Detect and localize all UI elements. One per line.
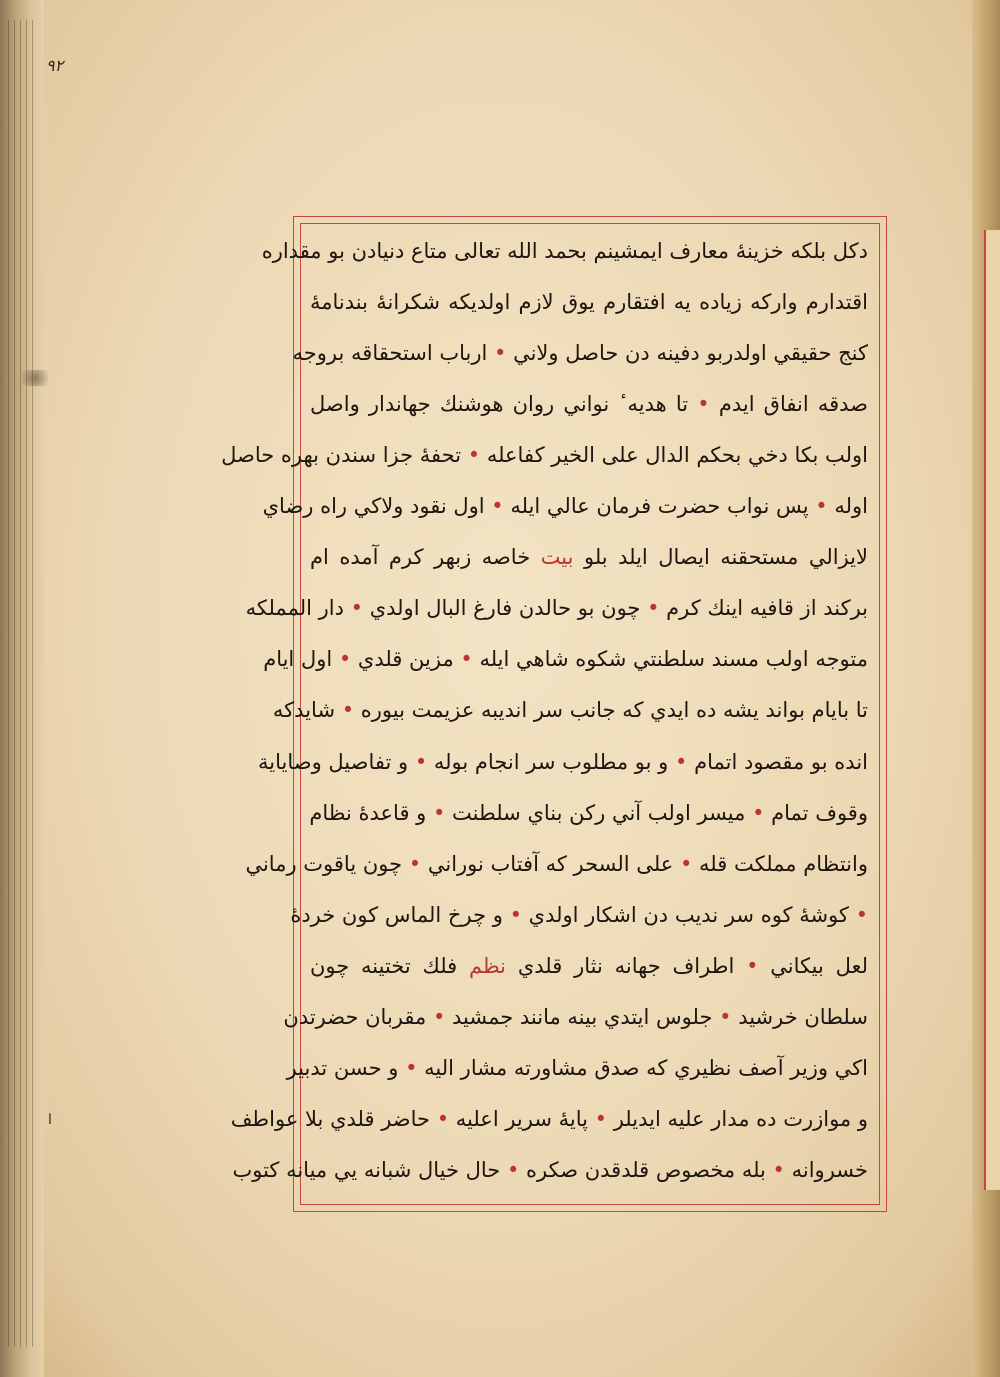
page-gutter	[0, 0, 44, 1377]
page-number: ٩٢	[46, 56, 64, 75]
next-leaf-frame	[984, 230, 1000, 1190]
text-line: انده بو مقصود اتمام • و بو مطلوب سر انجام بوله • و تفاصيل وصاياية	[258, 749, 868, 774]
text-line: اوله • پس نواب حضرت فرمان عالي ايله • اول نقود ولاكي راه رضاي	[262, 494, 868, 519]
text-line: كنج حقيقي اولدربو دفينه دن حاصل ولاني • ارباب استحقاقه بروجه	[292, 341, 868, 366]
text-line: لعل بيكاني • اطراف جهانه نثار قلدي نظم فلك تختينه چون	[310, 953, 869, 978]
text-line: متوجه اولب مسند سلطنتي شكوه شاهي ايله • مزين قلدي • اول ايام	[263, 647, 868, 672]
text-line: لايزالي مستحقنه ايصال ايلد بلو بيت خاصه زبهر كرم آمده ام	[310, 545, 868, 570]
text-line: اكي وزير آصف نظيري كه صدق مشاورته مشار اليه • و حسن تدبير	[286, 1055, 868, 1080]
text-line: و موازرت ده مدار عليه ايديلر • پايهٔ سرير اعليه • حاضر قلدي بلا عواطف	[230, 1106, 868, 1131]
text-line: تا بايام بواند يشه ده ايدي كه جانب سر انديبه عزيمت بيوره • شايدكه	[272, 698, 868, 723]
text-block	[221, 228, 869, 1198]
text-line: وانتظام مملكت قله • على السحر كه آفتاب نوراني • چون ياقوت رماني	[245, 851, 868, 876]
text-line: صدقه انفاق ايدم • تا هديه ٔ نواني روان هوشنك جهاندار واصل	[310, 392, 868, 417]
text-line: بركند از قافيه اينك كرم • چون بو حالدن فارغ البال اولدي • دار المملكه	[245, 596, 868, 621]
text-line: وقوف تمام • ميسر اولب آني ركن بناي سلطنت • و قاعدهٔ نظام	[309, 800, 868, 825]
ink-stain	[22, 370, 48, 386]
text-line: سلطان خرشيد • جلوس ايتدي بينه مانند جمشيد • مقربان حضرتدن	[283, 1004, 868, 1029]
margin-mark: ا	[48, 1112, 52, 1128]
text-line: اولب بكا دخي بحكم الدال على الخير كفاعله • تحفهٔ جزا سندن بهره حاصل	[221, 443, 868, 468]
text-line: خسروانه • بله مخصوص قلدقدن صكره • حال خيال شبانه يي ميانه كتوب	[232, 1157, 868, 1182]
text-line: دكل بلكه خزينهٔ معارف ايمشينم بحمد الله تعالى متاع دنيادن بو مقداره	[261, 239, 868, 263]
text-line: اقتدارم واركه زياده يه افتقارم يوق لازم اولديكه شكرانهٔ بندنامهٔ	[310, 290, 868, 315]
text-line: • كوشهٔ كوه سر نديب دن اشكار اولدي • و چرخ الماس كون خردهٔ	[290, 902, 868, 927]
